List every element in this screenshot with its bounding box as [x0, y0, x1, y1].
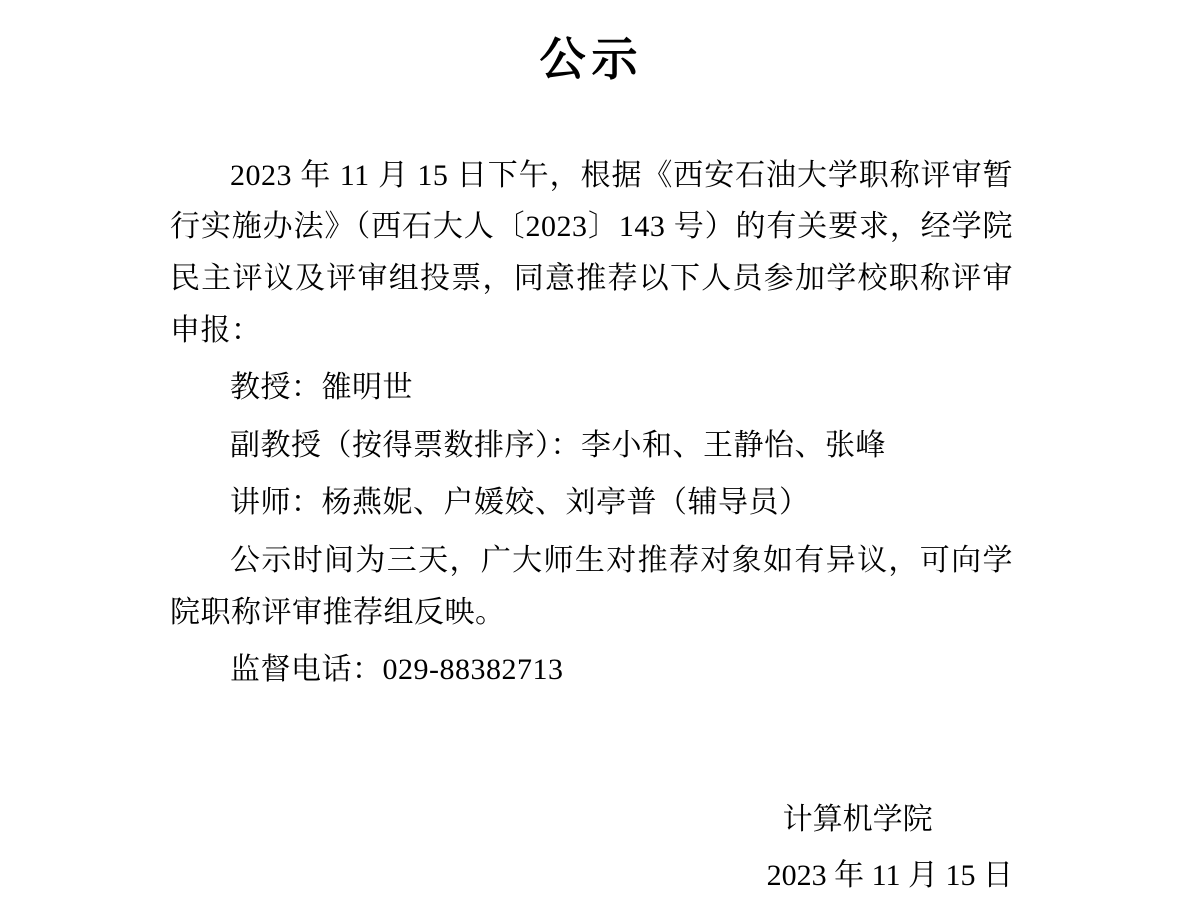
paragraph-intro: 2023 年 11 月 15 日下午，根据《西安石油大学职称评审暂行实施办法》（西石大人〔2023〕143 号）的有关要求，经学院民主评议及评审组投票，同意推荐以下人员参加学校职称评审申报： — [170, 158, 1013, 347]
signature-block — [767, 792, 1013, 903]
page-title: 公示 — [539, 33, 644, 85]
paragraph-professor: 教授：雒明世 — [230, 371, 413, 405]
signature-date: 2023 年 11 月 15 日 — [766, 858, 1013, 892]
signature-organization: 计算机学院 — [782, 803, 933, 836]
paragraph-associate-professor: 副教授（按得票数排序）：李小和、王静怡、张峰 — [230, 428, 886, 462]
paragraph-supervision-phone: 监督电话：029-88382713 — [230, 653, 564, 687]
document-body — [170, 150, 1013, 696]
paragraph-lecturer: 讲师：杨燕妮、户媛姣、刘亭普（辅导员） — [230, 486, 810, 520]
paragraph-notice-period: 公示时间为三天，广大师生对推荐对象如有异议，可向学院职称评审推荐组反映。 — [170, 543, 1013, 629]
